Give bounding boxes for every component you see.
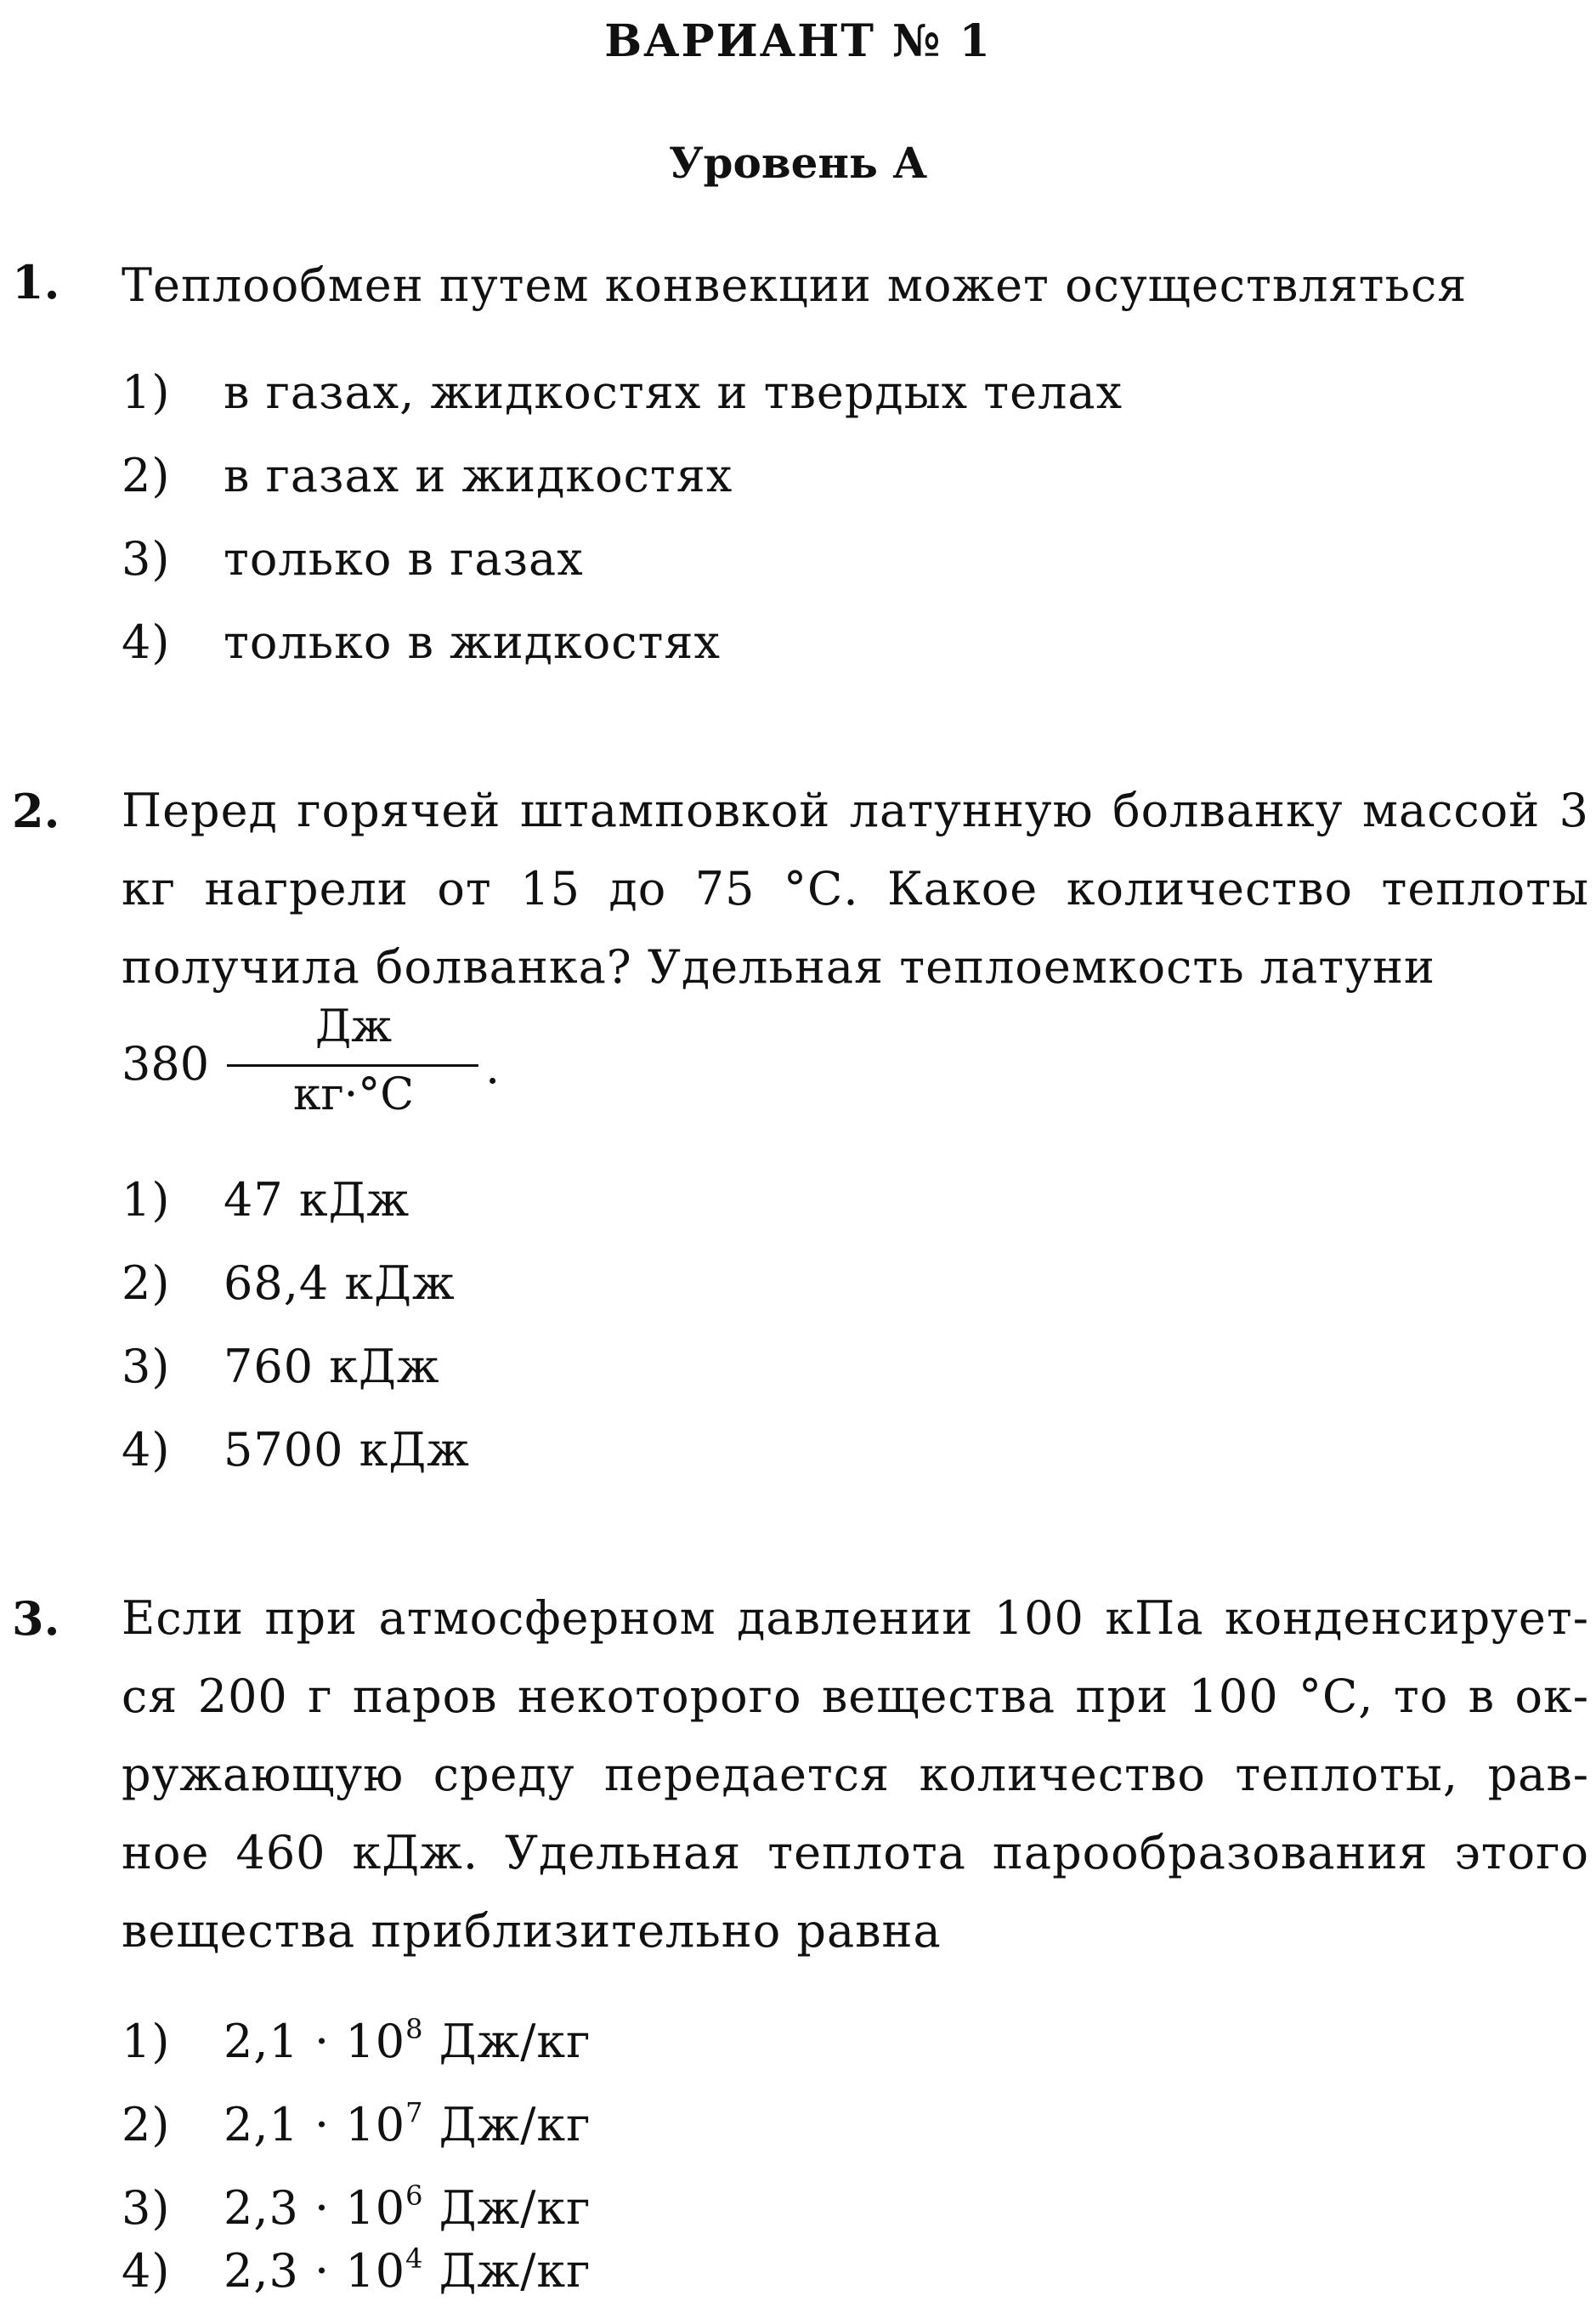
option-text: только в газах	[224, 532, 584, 586]
question-2-option-1	[122, 1173, 410, 1227]
question-1-text: Теплообмен путем конвекции может осуществляться	[122, 258, 1468, 312]
sentence-period: .	[485, 1040, 501, 1094]
variant-title: ВАРИАНТ № 1	[604, 15, 992, 67]
option-text: в газах и жидкостях	[224, 449, 733, 502]
option-number: 2)	[122, 2098, 171, 2151]
option-number: 4)	[122, 615, 171, 669]
option-number: 2)	[122, 449, 171, 502]
question-1-option-2	[122, 449, 733, 502]
option-exponent: 6	[405, 2179, 424, 2212]
question-3-line-2: ся 200 г паров некоторого вещества при 100 °С, то в ок-	[122, 1669, 1589, 1723]
option-text: только в жидкостях	[224, 615, 721, 669]
question-2-option-2	[122, 1256, 456, 1310]
option-mantissa: 2,1 · 10	[224, 2015, 406, 2068]
option-exponent: 7	[405, 2096, 424, 2128]
question-3-line-3: ружающую среду передается количество теплоты, рав-	[122, 1748, 1589, 1801]
question-3-line-1: Если при атмосферном давлении 100 кПа конденсирует-	[122, 1591, 1589, 1645]
option-number: 4)	[122, 1423, 171, 1477]
option-text: 5700 кДж	[224, 1423, 470, 1477]
question-2-option-3	[122, 1340, 440, 1393]
question-2-number: 2.	[12, 784, 60, 838]
option-text: 760 кДж	[224, 1340, 440, 1393]
option-number: 1)	[122, 1173, 171, 1227]
option-unit: Дж/кг	[423, 2098, 591, 2151]
option-number: 1)	[122, 366, 171, 419]
question-3-option-2	[122, 2098, 591, 2151]
option-text: 68,4 кДж	[224, 1256, 456, 1310]
option-exponent: 4	[405, 2242, 424, 2275]
unit-fraction	[222, 996, 502, 1124]
option-number: 2)	[122, 1256, 171, 1310]
option-mantissa: 2,1 · 10	[224, 2098, 406, 2151]
fraction-bar	[227, 1064, 478, 1067]
heat-capacity-number: 380	[122, 1037, 210, 1091]
option-unit: Дж/кг	[423, 2244, 591, 2298]
option-text: в газах, жидкостях и твердых телах	[224, 366, 1123, 419]
question-1-number: 1.	[12, 255, 60, 309]
question-3-line-4: ное 460 кДж. Удельная теплота парообразования этого	[122, 1826, 1589, 1879]
question-3-option-4	[122, 2244, 591, 2298]
question-3-line-5: вещества приблизительно равна	[122, 1904, 942, 1958]
question-2-option-4	[122, 1423, 470, 1477]
option-exponent: 8	[405, 2013, 424, 2045]
question-2-text: Перед горячей штамповкой латунную болванку массой 3 кг нагрели от 15 до 75 °С. Какое количество теплоты получила болванка? Удельная теплоемкость латуни	[122, 784, 1589, 994]
level-title: Уровень А	[668, 138, 928, 188]
question-3-number: 3.	[12, 1591, 60, 1646]
option-number: 4)	[122, 2244, 171, 2298]
option-number: 1)	[122, 2015, 171, 2068]
question-3-option-3	[122, 2181, 591, 2235]
question-1-option-1	[122, 366, 1123, 419]
option-unit: Дж/кг	[423, 2015, 591, 2068]
option-number: 3)	[122, 532, 171, 586]
option-number: 3)	[122, 1340, 171, 1393]
question-1-option-3	[122, 532, 584, 586]
unit-numerator: Дж	[314, 1001, 393, 1052]
option-number: 3)	[122, 2181, 171, 2235]
option-unit: Дж/кг	[423, 2181, 591, 2235]
option-mantissa: 2,3 · 10	[224, 2244, 406, 2298]
question-1-option-4	[122, 615, 721, 669]
question-3-option-1	[122, 2015, 591, 2068]
question-3-text	[122, 1579, 1589, 1970]
unit-denominator: кг·°С	[292, 1069, 415, 1120]
option-mantissa: 2,3 · 10	[224, 2181, 406, 2235]
option-text: 47 кДж	[224, 1173, 410, 1227]
